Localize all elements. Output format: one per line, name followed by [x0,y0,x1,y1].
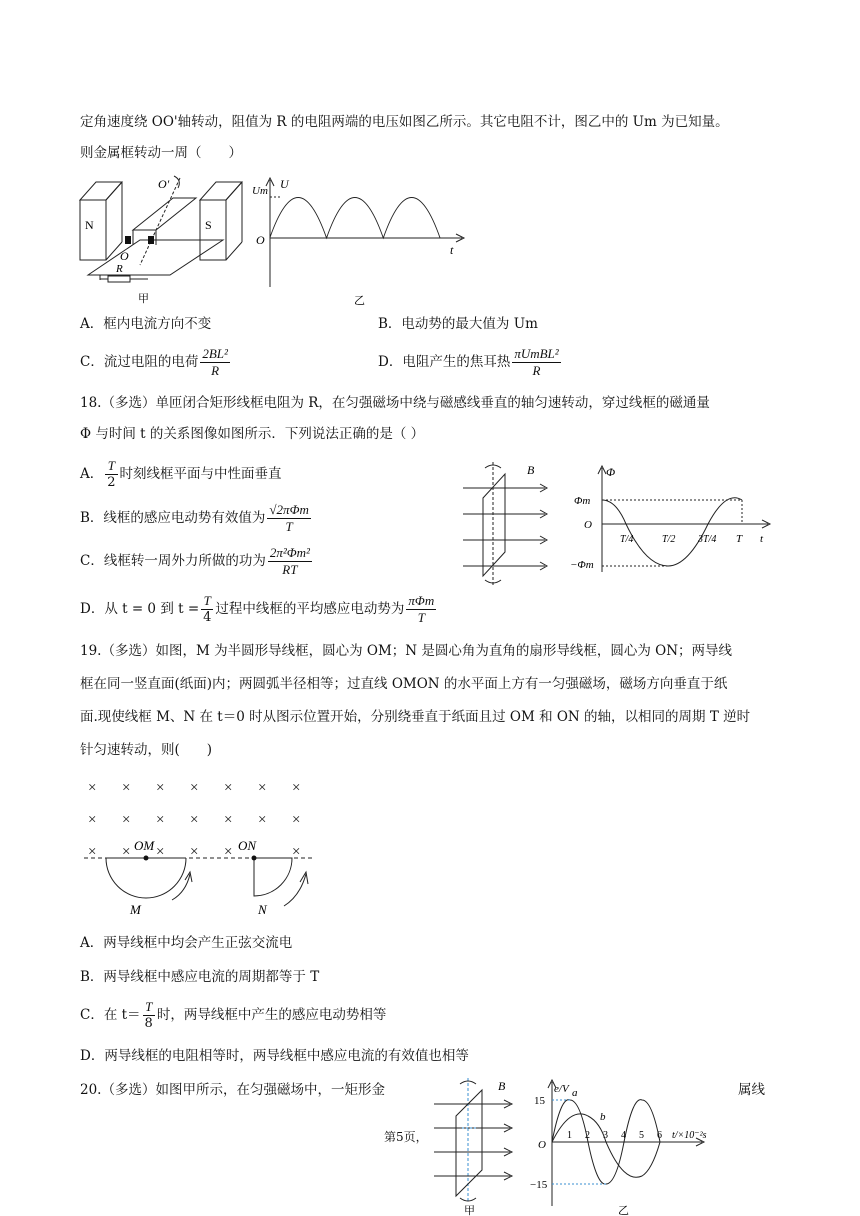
q18-d-fnum: T [201,593,213,610]
phim-label: Φm [574,495,591,507]
magnet-n-label: N [85,218,94,232]
tick-4: 4 [621,1130,626,1141]
svg-text:×: × [190,812,199,828]
svg-text:×: × [156,780,165,796]
q17-option-b[interactable]: B．电动势的最大值为 Um [378,316,538,332]
q18-b-den: T [285,519,293,534]
q17-d-text: D．电阻产生的焦耳热 [378,354,511,370]
q18-a-label: A． [80,466,104,482]
axis-top-label: O' [158,177,170,191]
svg-text:×: × [156,844,165,860]
q19-option-c[interactable] [80,999,386,1032]
svg-text:×: × [224,780,233,796]
q18-d-text: D．从 t = 0 到 t = [80,601,200,617]
m-frame-label: M [130,902,141,917]
q18-d-num: πΦm [408,593,435,608]
um-label: Um [252,185,268,197]
q19-option-b[interactable]: B．两导线框中感应电流的周期都等于 T [80,969,320,985]
q18-option-d[interactable] [80,593,438,626]
curve-a-label: a [572,1087,578,1099]
q20-origin: O [538,1139,546,1151]
q18-option-b[interactable] [80,502,313,535]
v15-label: 15 [534,1095,545,1107]
q17-option-a[interactable]: A．框内电流方向不变 [80,316,212,332]
q20-b-label: B [498,1079,506,1093]
q20-coil-figure [428,1076,528,1216]
tick-t4: T/4 [620,534,634,545]
q20-jia-caption: 甲 [464,1205,475,1216]
q18-stem-1: 18.（多选）单匝闭合矩形线框电阻为 R，在匀强磁场中绕与磁感线垂直的轴匀速转动，穿过线框的磁通量 [80,395,710,411]
svg-text:×: × [88,812,97,828]
on-point [252,856,257,861]
continuation-line-1: 定角速度绕 OO'轴转动，阻值为 R 的电阻两端的电压如图乙所示。其它电阻不计，图乙中的 Um 为已知量。 [80,114,729,130]
tick-t2: T/2 [662,534,676,545]
q19-c-den: 8 [144,1016,153,1031]
u-axis-label: U [280,177,289,191]
q19-figure [82,772,322,922]
svg-text:×: × [292,812,301,828]
om-label: OM [134,838,155,853]
page-footer: 第5页， [384,1130,428,1144]
q19-stem-2: 框在同一竖直面(纸面)内；两圆弧半径相等；过直线 OMON 的水平面上方有一匀强磁场，磁场方向垂直于纸 [80,676,728,692]
magnet-s-label: S [205,218,212,232]
q17-figure-yi [250,172,470,312]
q18-a-num: T [105,458,117,475]
tick-1: 1 [567,1130,572,1141]
tick-3: 3 [603,1130,608,1141]
curve-b-label: b [600,1111,606,1123]
flux-origin-label: O [584,519,592,531]
q18-option-c[interactable] [80,545,314,578]
on-label: ON [238,838,257,853]
q17-figure-jia [78,170,248,310]
q19-c-num: T [143,999,155,1016]
q17-d-den: R [532,363,541,378]
q20-yi-caption: 乙 [618,1205,629,1216]
tick-t: T [736,533,743,545]
q19-stem-1: 19.（多选）如图，M 为半圆形导线框，圆心为 OM；N 是圆心角为直角的扇形导线框，圆心为 ON；两导线 [80,643,733,659]
q20-emf-graph [530,1076,730,1216]
field-b-label: B [527,463,535,477]
q20-stem-tail: 属线 [738,1082,765,1098]
q19-stem-4: 针匀速转动，则( ) [80,742,213,758]
q17-c-den: R [211,363,220,378]
q18-d-mid: 过程中线框的平均感应电动势为 [215,601,405,617]
q17-option-c[interactable] [80,346,232,379]
fig-jia-caption: 甲 [138,293,149,305]
q18-stem-2: Φ 与时间 t 的关系图像如图所示．下列说法正确的是（ ） [80,426,425,442]
q17-d-num: πUmBL² [514,346,559,361]
q17-c-num: 2BL² [202,346,228,361]
svg-text:×: × [224,844,233,860]
q18-d-fden: 4 [203,610,212,625]
q18-coil-figure [455,460,555,590]
tick-3t4: 3T/4 [698,534,717,545]
svg-text:×: × [292,844,301,860]
q18-c-den: RT [282,562,298,577]
q18-b-text: B．线框的感应电动势有效值为 [80,510,266,526]
svg-text:×: × [122,844,131,860]
ev-label: e/V [554,1083,569,1095]
q18-flux-graph [568,462,778,577]
q18-c-num: 2π²Φm² [269,545,310,560]
neg-phim-label: −Φm [570,559,594,571]
phi-axis-label: Φ [606,465,616,479]
svg-text:×: × [258,812,267,828]
q17-option-d[interactable] [378,346,563,379]
q17-c-text: C．流过电阻的电荷 [80,354,199,370]
flux-t-label: t [760,533,764,545]
q19-stem-3: 面.现使线框 M、N 在 t＝0 时从图示位置开始，分别绕垂直于纸面且过 OM 和 ON 的轴，以相同的周期 T 逆时 [80,709,751,725]
axis-bottom-label: O [120,249,129,263]
tick-6: 6 [657,1130,662,1141]
q18-c-text: C．线框转一周外力所做的功为 [80,553,266,569]
om-point [144,856,149,861]
t-axis-label: t [450,243,454,257]
svg-text:×: × [156,812,165,828]
fig-yi-caption: 乙 [354,295,365,307]
svg-text:×: × [122,812,131,828]
continuation-line-2: 则金属框转动一周（ ） [80,145,242,161]
svg-text:×: × [292,780,301,796]
origin-label: O [256,233,265,247]
tick-5: 5 [639,1130,644,1141]
q18-a-den: 2 [107,475,116,490]
q19-option-d[interactable]: D．两导线框的电阻相等时，两导线框中感应电流的有效值也相等 [80,1048,469,1064]
svg-text:×: × [88,844,97,860]
vneg15-label: −15 [530,1179,548,1191]
tick-2: 2 [585,1130,590,1141]
q18-d-den: T [417,610,425,625]
q18-b-num: √2πΦm [269,502,309,517]
q18-a-text: 时刻线框平面与中性面垂直 [119,466,282,482]
q19-c-text: C．在 t＝ [80,1007,141,1023]
svg-text:×: × [258,780,267,796]
q20-t-label: t/×10⁻²s [672,1130,707,1141]
n-frame-label: N [258,902,267,917]
q18-option-a[interactable] [80,458,282,491]
q20-stem: 20.（多选）如图甲所示，在匀强磁场中，一矩形金 [80,1082,385,1098]
resistor-label: R [116,263,123,275]
svg-text:×: × [88,780,97,796]
svg-text:×: × [190,844,199,860]
q19-c-suffix: 时，两导线框中产生的感应电动势相等 [156,1007,387,1023]
q19-option-a[interactable]: A．两导线框中均会产生正弦交流电 [80,935,293,951]
svg-text:×: × [224,812,233,828]
svg-text:×: × [122,780,131,796]
svg-text:×: × [190,780,199,796]
